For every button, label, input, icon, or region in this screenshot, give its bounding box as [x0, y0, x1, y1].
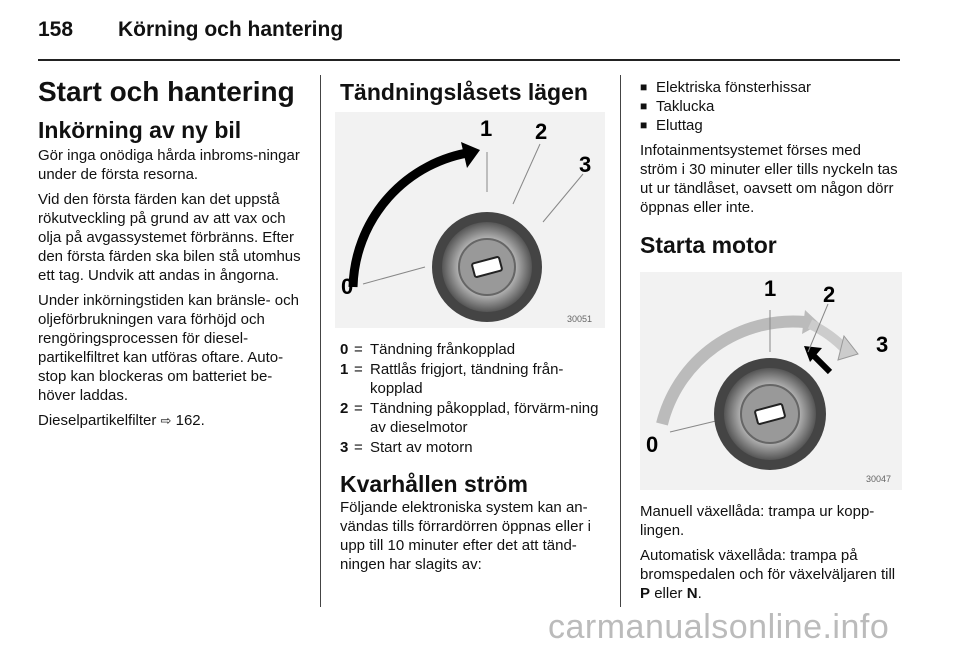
position-label-1: 1	[764, 276, 777, 301]
bullet-item	[640, 97, 902, 116]
ignition-positions-heading: Tändningslåsets lägen	[340, 79, 588, 105]
bullet-marker-icon: ■	[640, 80, 648, 94]
position-label-0: 0	[646, 432, 659, 457]
automatic-text-or: eller	[654, 585, 683, 602]
bullet-marker-icon: ■	[640, 99, 648, 113]
left-column	[38, 76, 308, 436]
position-label-0: 0	[341, 274, 354, 299]
bullet-item	[640, 116, 902, 135]
paragraph-dpf-reference	[38, 411, 308, 430]
watermark: carmanualsonline.info	[548, 608, 890, 646]
legend-text: Tändning påkopplad, förvärm-ning av dieselmotor	[370, 400, 599, 436]
legend-row	[340, 360, 610, 398]
legend-text: Tändning frånkopplad	[370, 341, 516, 358]
subheading-break-in: Inkörning av ny bil	[38, 117, 242, 143]
start-engine-heading: Starta motor	[640, 232, 777, 258]
middle-heading-block	[340, 78, 610, 106]
paragraph-smoke: Vid den första färden kan det uppstå rökutveckling på grund av att vax och olja på avgassystemet förbränns. Efter den första färden ska bilen stå utomhus ett tag. Undvik att andas in ångorna.	[38, 191, 301, 284]
legend-equals: =	[354, 361, 363, 378]
legend-text: Rattlås frigjort, tändning från-kopplad	[370, 361, 564, 397]
position-label-3: 3	[876, 332, 889, 357]
legend-key: 1	[340, 361, 349, 378]
bullet-marker-icon: ■	[640, 118, 648, 132]
retained-power-block	[340, 470, 608, 580]
page-reference-icon: ⇨	[160, 413, 172, 428]
bullet-text: Elektriska fönsterhissar	[656, 79, 812, 96]
chapter-title: Körning och hantering	[118, 18, 344, 41]
legend-equals: =	[354, 400, 363, 417]
header-rule	[38, 59, 900, 61]
paragraph-braking: Gör inga onödiga hårda inbroms-ningar under de första resorna.	[38, 147, 300, 183]
automatic-text-end: .	[697, 585, 702, 602]
bullet-text: Taklucka	[656, 98, 715, 115]
automatic-gearbox-paragraph	[640, 546, 902, 603]
column-divider-2	[620, 75, 621, 607]
legend-equals: =	[354, 341, 363, 358]
infotainment-paragraph: Infotainmentsystemet förses med ström i 30 minuter eller tills nyckeln tas ut ur tändlåset, oavsett om någon dörr öppnas eller inte.	[640, 142, 898, 216]
position-label-2: 2	[535, 119, 548, 144]
paragraph-consumption: Under inkörningstiden kan bränsle- och oljeförbrukningen vara förhöjd och rengöringsprocessen för diesel-partikelfiltret kan utföras oftare. Auto-stop kan blockeras om batteriet be-höver laddas.	[38, 292, 299, 404]
dpf-reference-text: Dieselpartikelfilter	[38, 412, 157, 429]
figure-code: 30051	[567, 314, 593, 324]
right-column-top	[640, 78, 902, 259]
legend-row	[340, 438, 610, 457]
column-divider-1	[320, 75, 321, 607]
position-label-3: 3	[579, 152, 592, 177]
automatic-text: Automatisk växellåda: trampa på bromspedalen och för växelväljaren till	[640, 547, 896, 583]
gear-n: N	[686, 585, 698, 602]
ignition-lock-figure	[335, 112, 605, 328]
retained-power-paragraph: Följande elektroniska system kan an-vändas tills förrardörren öppnas eller i upp till 10 minuter efter det att tänd-ningen har slagits av:	[340, 499, 591, 573]
figure-code: 30047	[866, 474, 892, 484]
legend-text: Start av motorn	[370, 439, 473, 456]
legend-key: 0	[340, 341, 349, 358]
bullet-item	[640, 78, 902, 97]
retained-power-heading: Kvarhållen ström	[340, 471, 528, 497]
bullet-text: Eluttag	[656, 117, 703, 134]
position-label-1: 1	[480, 116, 493, 141]
legend-row	[340, 399, 610, 437]
section-title: Start och hantering	[38, 76, 295, 107]
page-number: 158	[38, 18, 74, 41]
dpf-reference-page[interactable]: 162.	[175, 412, 205, 429]
start-engine-figure	[640, 272, 902, 490]
legend-row	[340, 340, 610, 359]
legend-key: 3	[340, 439, 349, 456]
legend-key: 2	[340, 400, 349, 417]
legend-equals: =	[354, 439, 363, 456]
right-column-bottom	[640, 502, 902, 609]
ignition-legend	[340, 340, 610, 458]
manual-gearbox-paragraph: Manuell växellåda: trampa ur kopp-lingen.	[640, 503, 875, 539]
position-label-2: 2	[823, 282, 836, 307]
gear-p: P	[640, 585, 651, 602]
